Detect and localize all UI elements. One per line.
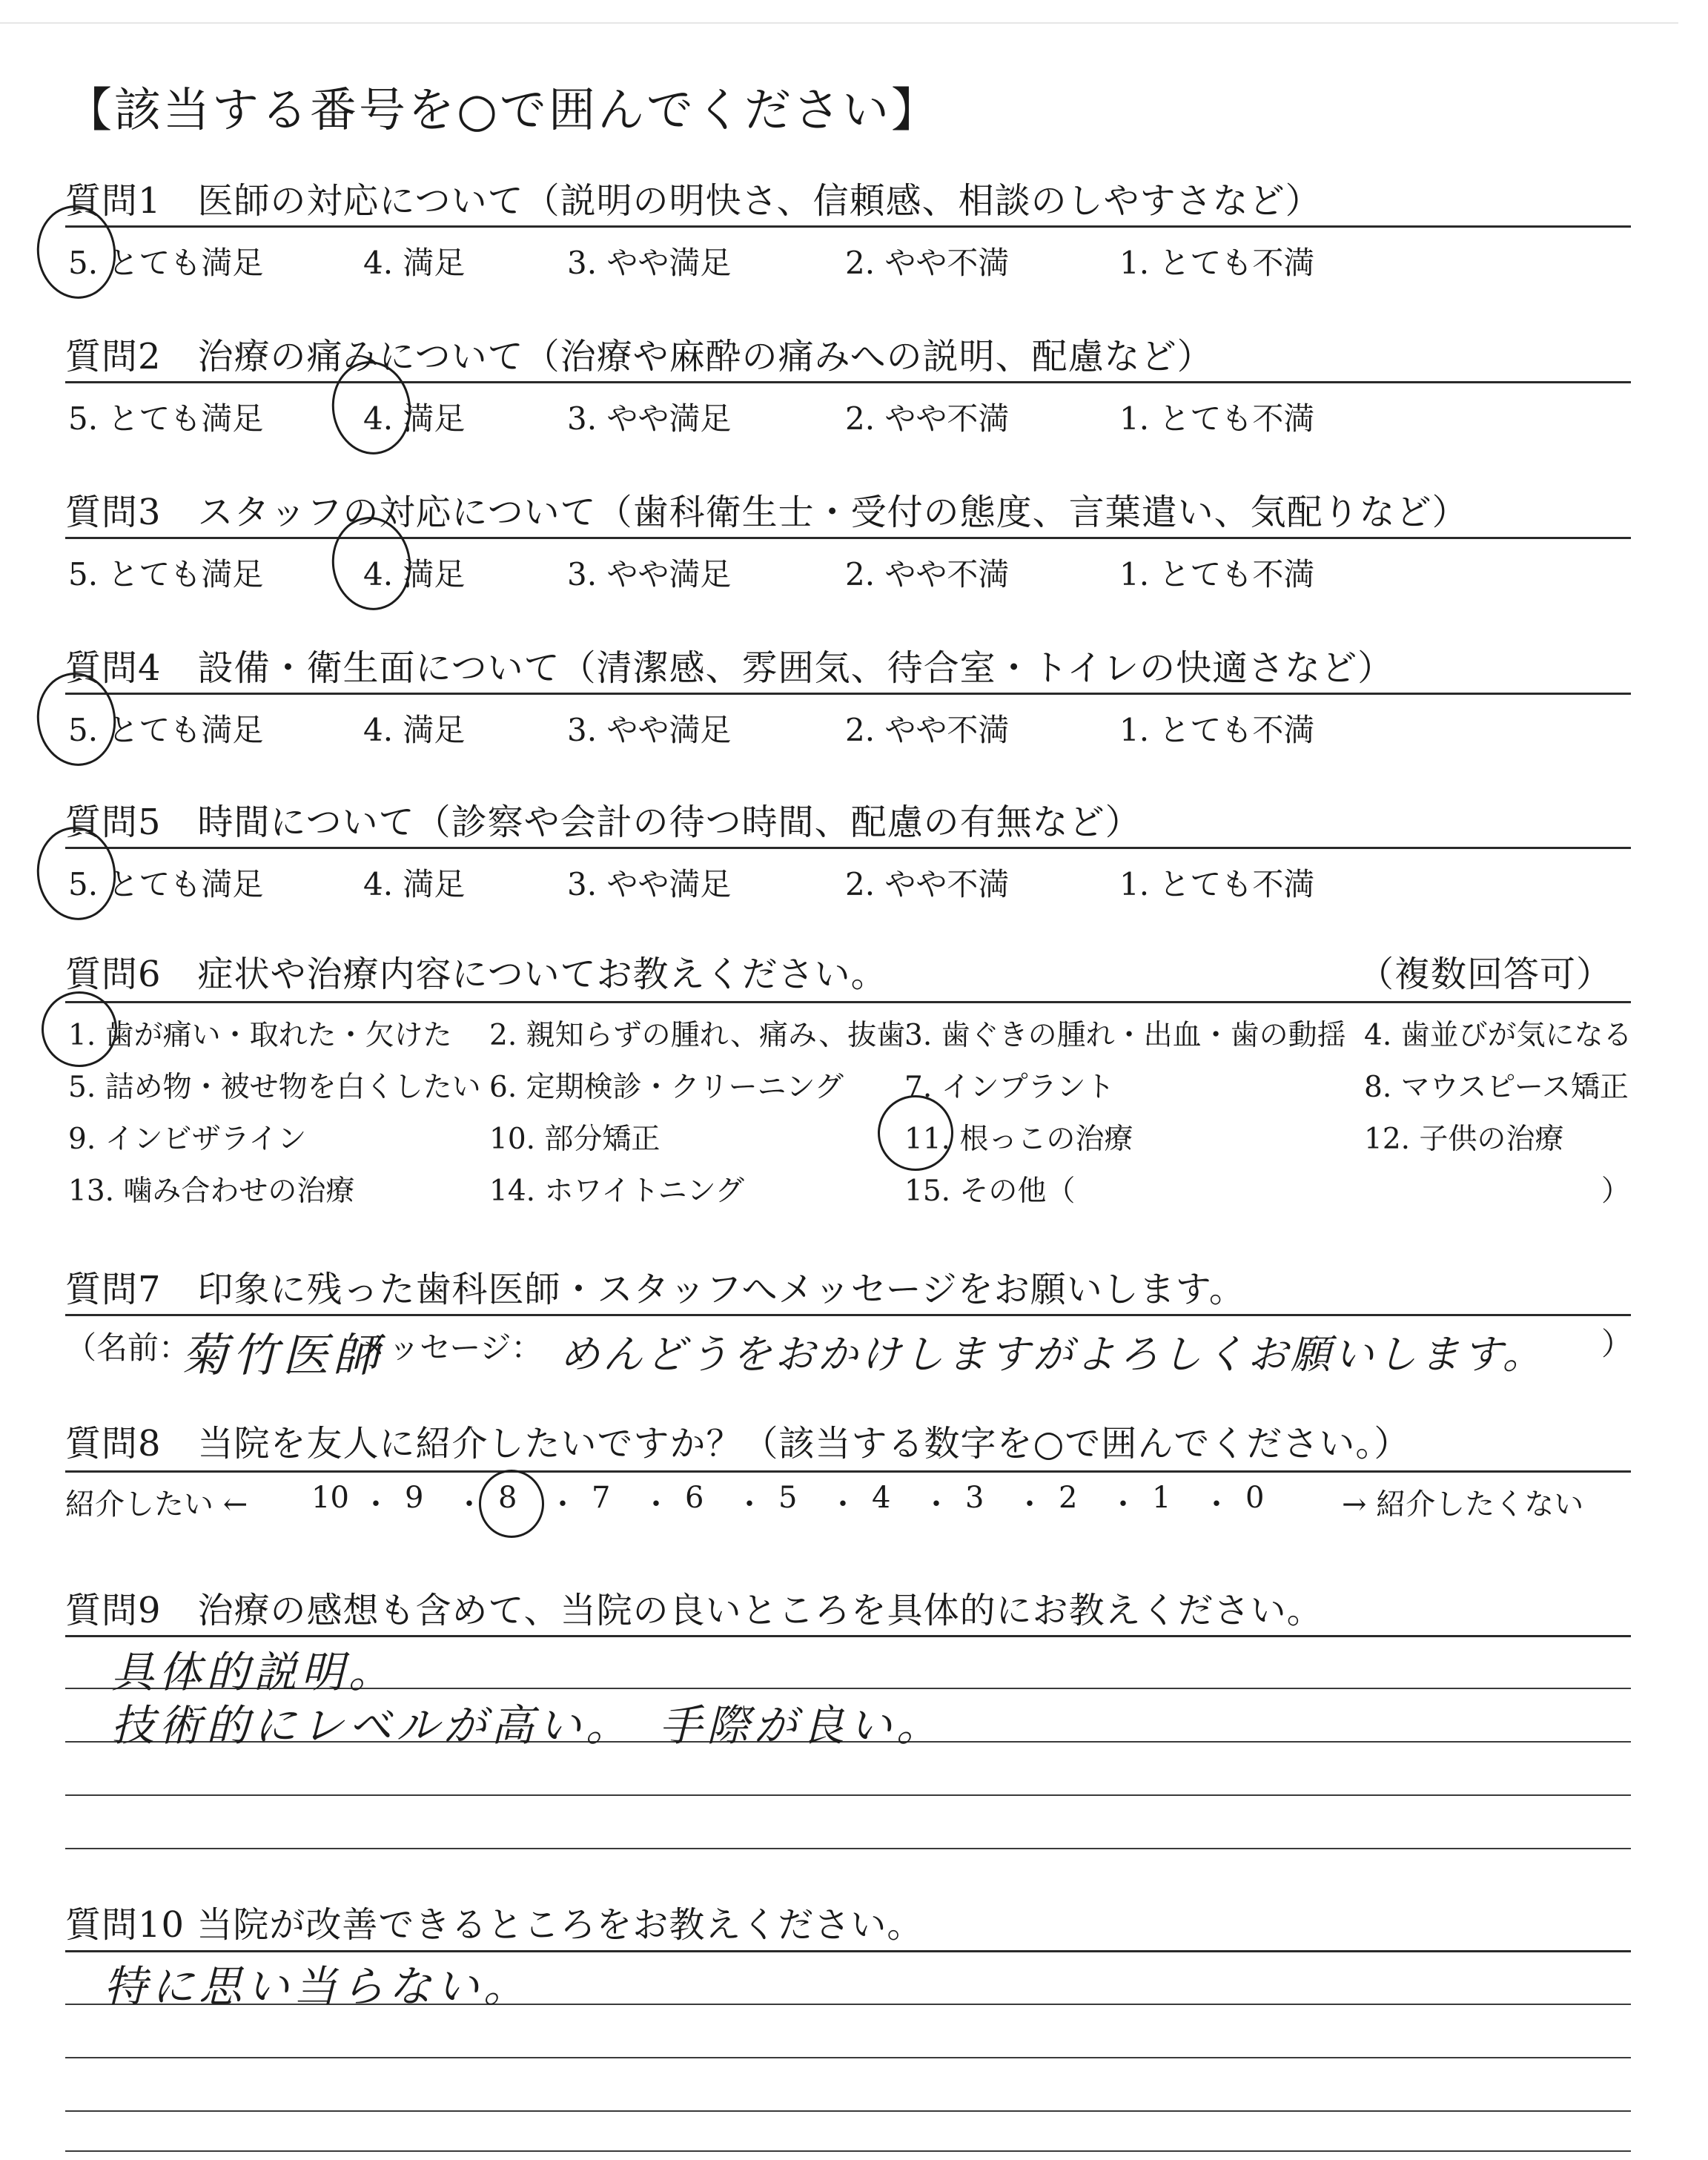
q3-rule <box>65 537 1631 539</box>
q1-option-2[interactable]: 2. やや不満 <box>845 245 1010 281</box>
q1-option-5[interactable]: 5. とても満足 <box>68 245 264 281</box>
q6-option-8[interactable]: 8. マウスピース矯正 <box>1364 1071 1629 1104</box>
q8-scale-5[interactable]: 5 <box>778 1481 798 1515</box>
q10-line-3 <box>65 2110 1631 2112</box>
q10-title: 質問10 当院が改善できるところをお教えください。 <box>65 1904 924 1946</box>
q6-option-3[interactable]: 3. 歯ぐきの腫れ・出血・歯の動揺 <box>904 1019 1346 1052</box>
q7-rule <box>65 1314 1631 1316</box>
q5-option-4[interactable]: 4. 満足 <box>363 866 466 902</box>
q6-option-9[interactable]: 9. インビザライン <box>68 1123 307 1156</box>
q7-message-label: メッセージ： <box>357 1330 543 1366</box>
q4-option-2[interactable]: 2. やや不満 <box>845 712 1010 748</box>
q1-rule <box>65 225 1631 228</box>
q5-title: 質問5 時間について（診察や会計の待つ時間、配慮の有無など） <box>65 802 1142 843</box>
q6-option-5[interactable]: 5. 詰め物・被せ物を白くしたい <box>68 1071 481 1104</box>
q8-scale-separator: ・ <box>1015 1487 1045 1522</box>
q9-answer-1: 具体的説明。 <box>111 1647 397 1697</box>
q6-option-13[interactable]: 13. 噛み合わせの治療 <box>68 1175 355 1208</box>
q4-rule <box>65 693 1631 695</box>
q5-option-2[interactable]: 2. やや不満 <box>845 866 1010 902</box>
form-title: 【該当する番号を○で囲んでください】 <box>65 83 940 137</box>
q2-option-1[interactable]: 1. とても不満 <box>1119 400 1315 437</box>
q7-title: 質問7 印象に残った歯科医師・スタッフへメッセージをお願いします。 <box>65 1269 1245 1310</box>
q4-option-3[interactable]: 3. やや満足 <box>567 712 732 748</box>
q8-scale-separator: ・ <box>1202 1487 1231 1522</box>
q6-option-1[interactable]: 1. 歯が痛い・取れた・欠けた <box>68 1019 452 1052</box>
q10-line-4 <box>65 2150 1631 2152</box>
q1-option-1[interactable]: 1. とても不満 <box>1119 245 1315 281</box>
q2-option-2[interactable]: 2. やや不満 <box>845 400 1010 437</box>
q2-title: 質問2 治療の痛みについて（治療や麻酔の痛みへの説明、配慮など） <box>65 336 1214 377</box>
q8-scale-1[interactable]: 1 <box>1152 1481 1171 1515</box>
q6-option-4[interactable]: 4. 歯並びが気になる <box>1364 1019 1632 1052</box>
q8-selection-circle <box>479 1470 544 1538</box>
q8-scale-4[interactable]: 4 <box>872 1481 891 1515</box>
q6-option-11[interactable]: 11. 根っこの治療 <box>904 1123 1133 1156</box>
q7-close-paren: ） <box>1601 1326 1633 1362</box>
q10-answer-1: 特に思い当らない。 <box>104 1961 532 2012</box>
q6-option-6[interactable]: 6. 定期検診・クリーニング <box>489 1071 844 1104</box>
q6-option-12[interactable]: 12. 子供の治療 <box>1364 1123 1564 1156</box>
q7-name-value: 菊竹医師 <box>182 1328 384 1382</box>
q6-option-14[interactable]: 14. ホワイトニング <box>489 1175 744 1208</box>
q8-scale-8[interactable]: 8 <box>498 1481 517 1515</box>
q8-left-label: 紹介したい ← <box>65 1487 248 1522</box>
q8-scale-separator: ・ <box>828 1487 858 1522</box>
q2-option-3[interactable]: 3. やや満足 <box>567 400 732 437</box>
q5-option-5[interactable]: 5. とても満足 <box>68 866 264 902</box>
q10-line-2 <box>65 2057 1631 2058</box>
q8-scale-separator: ・ <box>361 1487 391 1522</box>
q6-other-close-paren: ） <box>1601 1175 1631 1208</box>
q3-option-2[interactable]: 2. やや不満 <box>845 556 1010 592</box>
q6-option-7[interactable]: 7. インプラント <box>904 1071 1115 1104</box>
q1-option-4[interactable]: 4. 満足 <box>363 245 466 281</box>
q3-option-5[interactable]: 5. とても満足 <box>68 556 264 592</box>
q7-name-label: （名前： <box>65 1330 191 1366</box>
q5-rule <box>65 847 1631 849</box>
q9-answer-2: 技術的にレベルが高い。 手際が良い。 <box>111 1700 944 1751</box>
q6-note: （複数回答可） <box>1358 954 1613 995</box>
q4-option-4[interactable]: 4. 満足 <box>363 712 466 748</box>
q8-scale-separator: ・ <box>735 1487 764 1522</box>
q9-line-3 <box>65 1794 1631 1796</box>
q8-scale-separator: ・ <box>548 1487 577 1522</box>
q6-title: 質問6 症状や治療内容についてお教えください。 <box>65 954 887 995</box>
q4-option-1[interactable]: 1. とても不満 <box>1119 712 1315 748</box>
q8-scale-0[interactable]: 0 <box>1245 1481 1265 1515</box>
q8-rule <box>65 1470 1631 1473</box>
q6-selection-circle-1 <box>36 985 123 1073</box>
q6-rule <box>65 1001 1631 1003</box>
q8-scale-10[interactable]: 10 <box>311 1481 349 1515</box>
q1-option-3[interactable]: 3. やや満足 <box>567 245 732 281</box>
q3-option-4[interactable]: 4. 満足 <box>363 556 466 592</box>
q2-option-4[interactable]: 4. 満足 <box>363 400 466 437</box>
q5-option-1[interactable]: 1. とても不満 <box>1119 866 1315 902</box>
q7-message-value: めんどうをおかけしますがよろしくお願いします。 <box>560 1331 1546 1378</box>
scan-edge-line <box>0 22 1678 24</box>
q5-option-3[interactable]: 3. やや満足 <box>567 866 732 902</box>
q2-rule <box>65 381 1631 383</box>
q1-title: 質問1 医師の対応について（説明の明快さ、信頼感、相談のしやすさなど） <box>65 180 1322 222</box>
q3-option-3[interactable]: 3. やや満足 <box>567 556 732 592</box>
q8-title: 質問8 当院を友人に紹介したいですか？（該当する数字を○で囲んでください。） <box>65 1423 1411 1464</box>
q8-scale-2[interactable]: 2 <box>1059 1481 1078 1515</box>
q8-scale-6[interactable]: 6 <box>685 1481 704 1515</box>
q4-option-5[interactable]: 5. とても満足 <box>68 712 264 748</box>
q3-title: 質問3 スタッフの対応について（歯科衛生士・受付の態度、言葉遣い、気配りなど） <box>65 492 1469 533</box>
q8-scale-separator: ・ <box>921 1487 951 1522</box>
q8-scale-separator: ・ <box>454 1487 484 1522</box>
q8-scale-9[interactable]: 9 <box>405 1481 424 1515</box>
q3-option-1[interactable]: 1. とても不満 <box>1119 556 1315 592</box>
q8-scale-separator: ・ <box>641 1487 671 1522</box>
q6-option-2[interactable]: 2. 親知らずの腫れ、痛み、抜歯 <box>489 1019 906 1052</box>
q9-title: 質問9 治療の感想も含めて、当院の良いところを具体的にお教えください。 <box>65 1590 1323 1631</box>
q6-option-10[interactable]: 10. 部分矯正 <box>489 1123 661 1156</box>
q8-scale-3[interactable]: 3 <box>965 1481 984 1515</box>
q8-right-label: → 紹介したくない <box>1342 1487 1584 1522</box>
q4-title: 質問4 設備・衛生面について（清潔感、雰囲気、待合室・トイレの快適さなど） <box>65 647 1394 689</box>
q2-option-5[interactable]: 5. とても満足 <box>68 400 264 437</box>
q8-scale-7[interactable]: 7 <box>592 1481 611 1515</box>
q9-line-4 <box>65 1848 1631 1849</box>
q8-scale-separator: ・ <box>1108 1487 1138 1522</box>
q6-option-15[interactable]: 15. その他（ <box>904 1175 1076 1208</box>
